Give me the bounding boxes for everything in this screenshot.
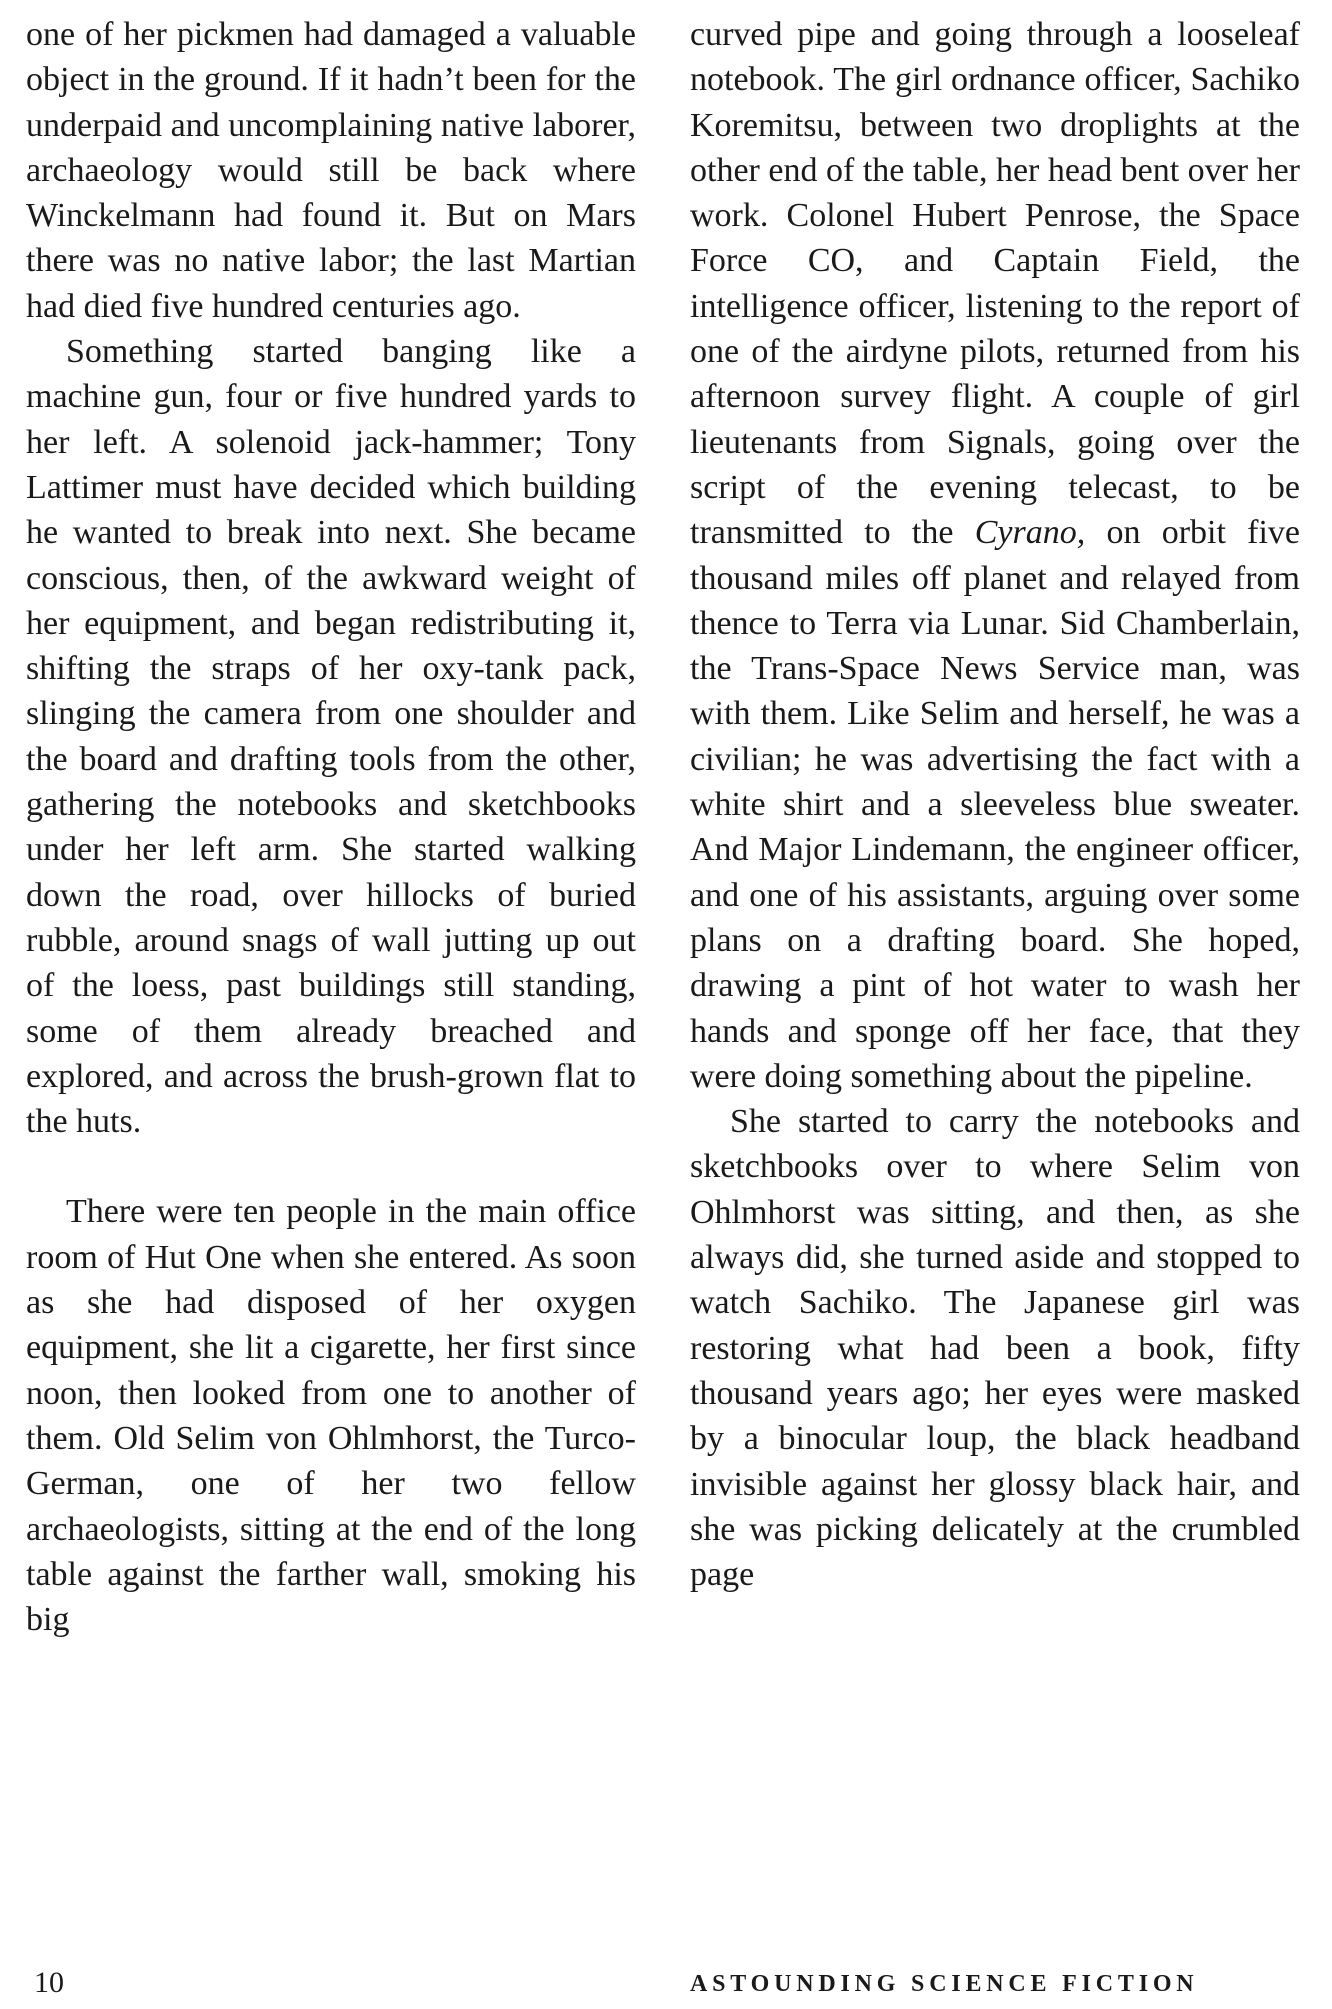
left-paragraph-2: Something started banging like a machine gun, four or five hundred yards to her left. A solenoid jack-hammer; Tony Lattimer must have decided which building he wanted to break into next. She became conscious, then, of the awkward weight of her equipment, and began redistributing it, shifting the straps of her oxy-tank pack, slinging the camera from one shoulder and the board and drafting tools from the other, gathering the notebooks and sketchbooks under her left arm. She started walking down the road, over hillocks of buried rubble, around snags of wall jutting up out of the loess, past buildings still standing, some of them already breached and explored, and across the brush-grown flat to the huts.	[26, 333, 636, 1141]
left-paragraph-1: one of her pickmen had damaged a valuable object in the ground. If it hadn’t been for the underpaid and uncomplaining native laborer, archaeology would still be back where Winckelmann had found it. But on Mars there was no native labor; the last Martian had died five hundred centuries ago.	[26, 16, 636, 325]
right-column	[690, 12, 1300, 1597]
right-paragraph-1	[690, 12, 1300, 1099]
page-footer	[26, 1965, 1306, 2005]
running-title: ASTOUNDING SCIENCE FICTION	[690, 1971, 1199, 1997]
right-paragraph-1-start: curved pipe and going through a looseleaf notebook. The girl ordnance officer, Sachiko Koremitsu, between two droplights at the other end of the table, her head bent over her work. Colonel Hubert Penrose, the Space Force CO, and Captain Field, the intelligence officer, listening to the report of one of the airdyne pilots, returned from his afternoon survey flight. A couple of girl lieutenants from Signals, going over the script of the evening telecast, to be transmitted to the	[690, 16, 1300, 552]
ship-name: Cyrano,	[974, 514, 1086, 552]
right-paragraph-1-end: on orbit five thousand miles off planet and relayed from thence to Terra via Lunar. Sid Chamberlain, the Trans-Space News Service man, was with them. Like Selim and herself, he was a civilian; he was advertising the fact with a white shirt and a sleeveless blue sweater. And Major Lindemann, the engineer officer, and one of his assistants, arguing over some plans on a drafting board. She hoped, drawing a pint of hot water to wash her hands and sponge off her face, that they were doing something about the pipeline.	[690, 514, 1301, 1095]
left-column	[26, 12, 636, 1642]
left-paragraph-3: There were ten people in the main office room of Hut One when she entered. As soon as she had disposed of her oxygen equipment, she lit a cigarette, her first since noon, then looked from one to another of them. Old Selim von Ohlmhorst, the Turco-German, one of her two fellow archaeologists, sitting at the end of the long table against the farther wall, smoking his big	[26, 1193, 636, 1639]
right-paragraph-2: She started to carry the notebooks and sketchbooks over to where Selim von Ohlmhorst was sitting, and then, as she always did, she turned aside and stopped to watch Sachiko. The Japanese girl was restoring what had been a book, fifty thousand years ago; her eyes were masked by a binocular loup, the black headband invisible against her glossy black hair, and she was picking delicately at the crumbled page	[690, 1103, 1300, 1594]
page-number: 10	[34, 1966, 64, 1999]
